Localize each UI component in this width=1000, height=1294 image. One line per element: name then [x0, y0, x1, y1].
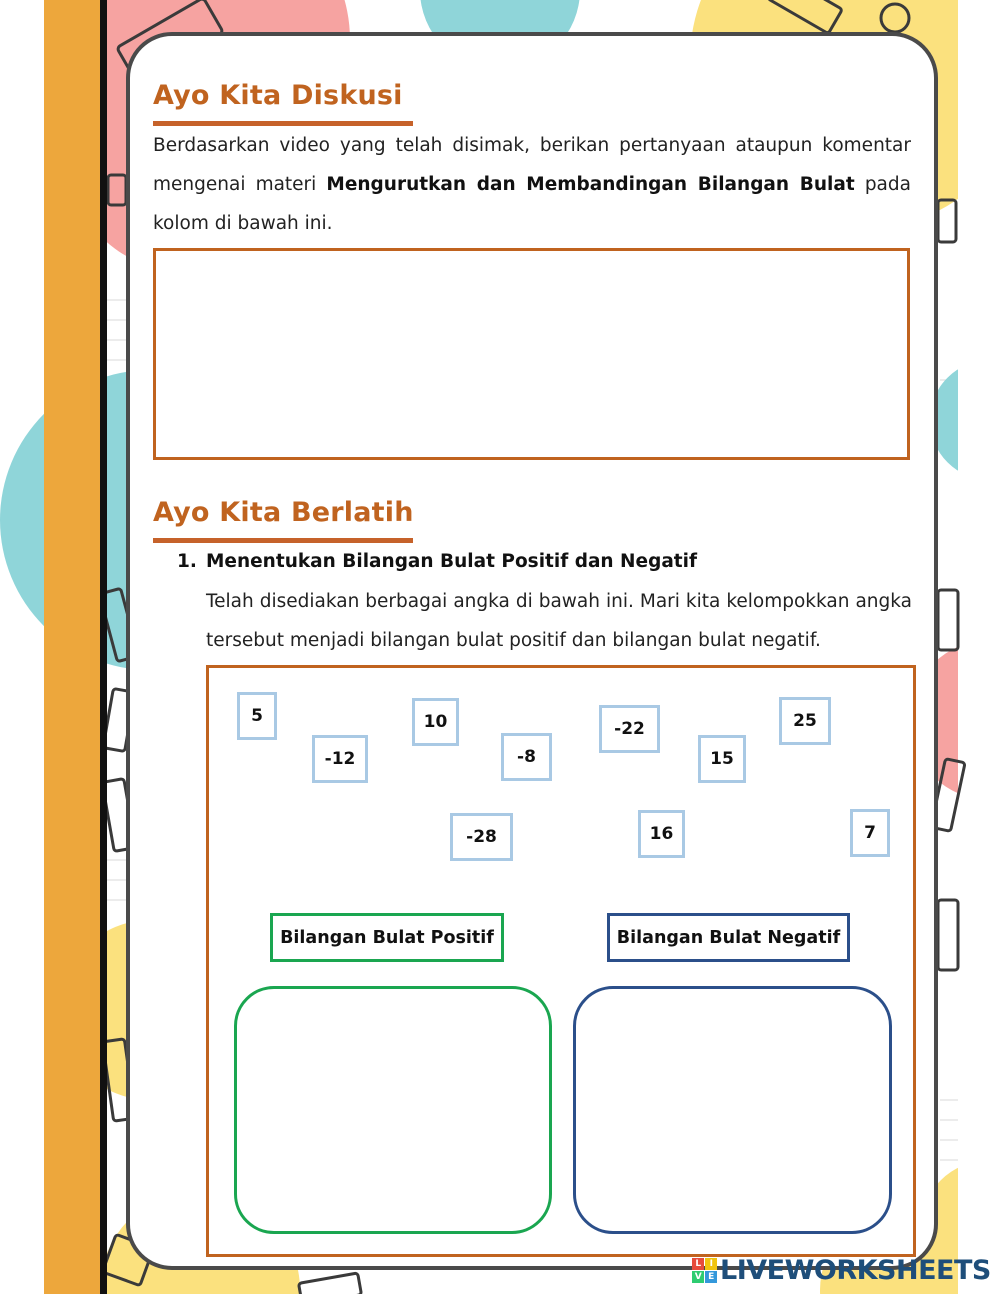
question-instructions: Telah disediakan berbagai angka di bawah ini. Mari kita kelompokkan angka tersebut menjadi bilangan bulat positif dan bilangan bulat negatif.: [206, 591, 912, 651]
liveworksheets-logo[interactable]: [692, 1254, 991, 1286]
question-title: Menentukan Bilangan Bulat Positif dan Negatif: [206, 551, 698, 572]
binder-edge: [100, 0, 107, 1294]
number-tile[interactable]: 16: [638, 810, 685, 858]
number-tile[interactable]: -28: [450, 813, 513, 861]
discussion-heading: Ayo Kita Diskusi: [153, 80, 403, 111]
number-tile[interactable]: 7: [850, 809, 890, 857]
number-tile[interactable]: 10: [412, 698, 459, 746]
binder-spine: [44, 0, 100, 1294]
negative-drop-zone[interactable]: [573, 986, 892, 1234]
number-tile[interactable]: 25: [779, 697, 831, 745]
logo-mark-letter: E: [705, 1271, 717, 1283]
question-number: 1.: [177, 551, 197, 572]
number-tile[interactable]: -8: [501, 733, 552, 781]
discussion-intro-text: Berdasarkan video yang telah disimak, berikan pertanyaan ataupun komentar mengenai materi: [153, 135, 911, 195]
logo-mark-letter: V: [692, 1271, 704, 1283]
number-tile[interactable]: 5: [237, 692, 277, 740]
negative-category-label: Bilangan Bulat Negatif: [607, 913, 850, 962]
positive-category-label: Bilangan Bulat Positif: [270, 913, 504, 962]
number-tile[interactable]: 15: [698, 735, 746, 783]
discussion-intro-end: pada kolom di bawah ini.: [153, 174, 911, 234]
number-tile[interactable]: -22: [599, 705, 660, 753]
liveworksheets-logo-text: LIVEWORKSHEETS: [720, 1254, 991, 1286]
practice-heading-underline: [153, 538, 413, 543]
logo-mark-letter: I: [705, 1258, 717, 1270]
discussion-answer-box[interactable]: [153, 248, 910, 460]
logo-mark-letter: L: [692, 1258, 704, 1270]
number-tile[interactable]: -12: [312, 735, 368, 783]
liveworksheets-logo-mark: [692, 1258, 717, 1283]
positive-drop-zone[interactable]: [234, 986, 552, 1234]
discussion-topic-bold: Mengurutkan dan Membandingan Bilangan Bulat: [326, 174, 855, 195]
discussion-instructions: [153, 126, 911, 243]
practice-heading: Ayo Kita Berlatih: [153, 497, 414, 528]
